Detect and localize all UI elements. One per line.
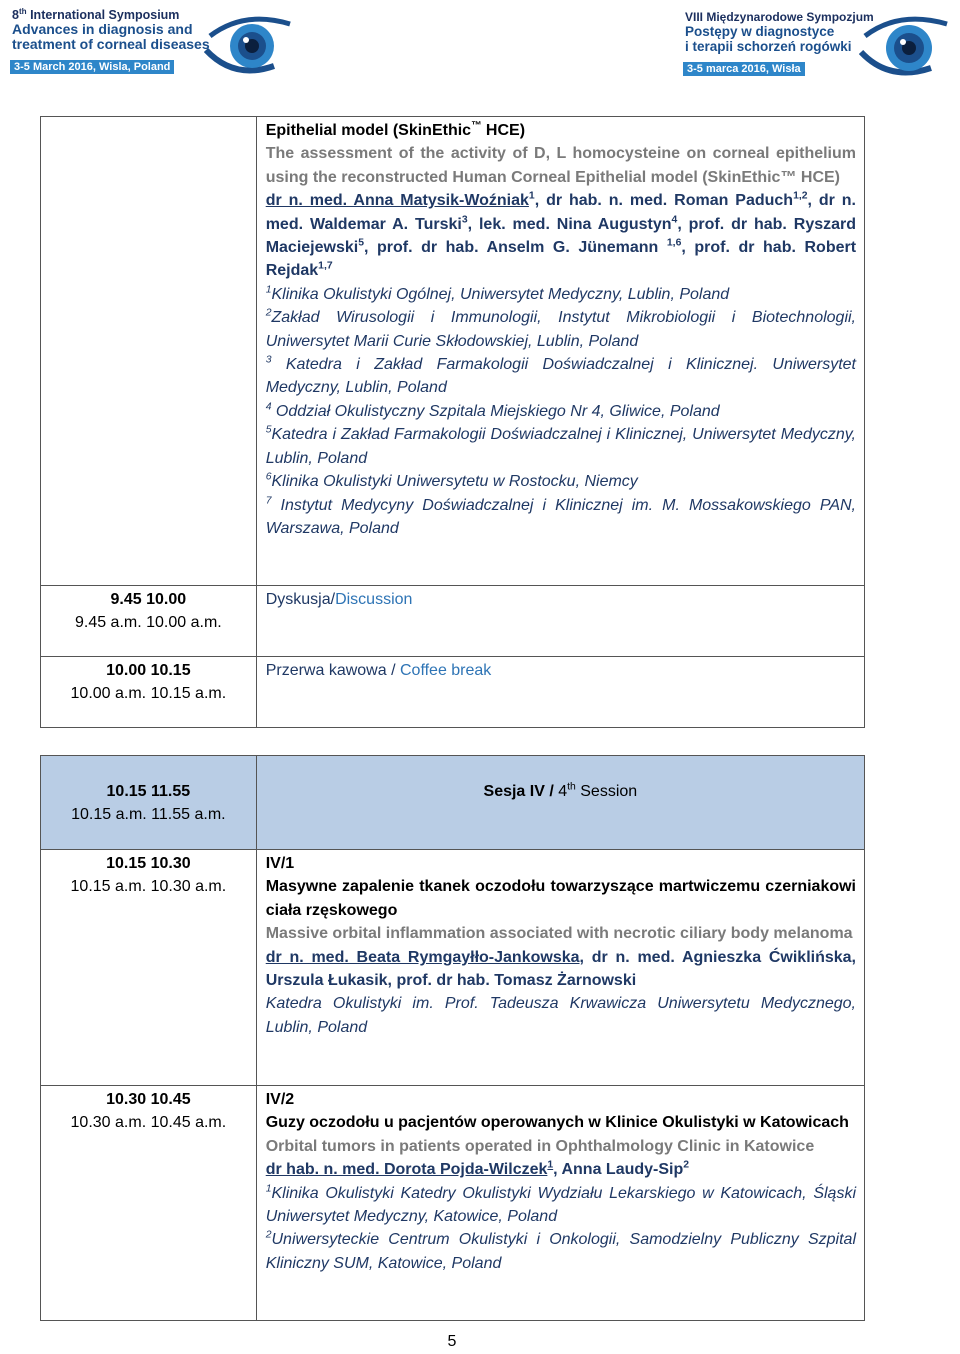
discussion-label-en: Discussion — [335, 591, 413, 608]
affiliation: $^4$ Oddział Okulistyczny Szpitala Miejskiego Nr 4, Gliwice, Poland — [265, 401, 720, 420]
time-pl: 10.15 11.55 — [106, 783, 191, 800]
time-cell — [41, 657, 257, 728]
session-time-cell — [41, 756, 257, 850]
affiliation: $^5$Katedra i Zakład Farmakologii Doświadczalnej i Klinicznej, Uniwersytet Medyczny, Lublin, Poland — [265, 424, 856, 467]
table-row — [41, 117, 865, 586]
time-cell — [41, 850, 257, 1086]
session-title-en: Session — [575, 783, 638, 800]
coffee-break-label-pl: Przerwa kawowa — [265, 662, 387, 679]
symposium-title-line1: Advances in diagnosis and — [12, 21, 193, 37]
time-cell — [41, 1086, 257, 1321]
eye-logo-icon — [859, 6, 953, 84]
discussion-label-pl: Dyskusja/ — [265, 591, 336, 608]
session-row — [41, 756, 865, 850]
affiliation: $^2$Uniwersyteckie Centrum Okulistyki i Onkologii, Samodzielny Publiczny Szpital Kliniczny SUM, Katowice, Poland — [265, 1230, 856, 1272]
time-en: 10.30 a.m. 10.45 a.m. — [70, 1114, 227, 1132]
author: dr n. med. Waldemar A. Turski — [265, 192, 856, 233]
table-row — [41, 1086, 865, 1321]
talk-title-en: Orbital tumors in patients operated in Ophthalmology Clinic in Katowice — [265, 1137, 815, 1155]
header-left-logo — [8, 6, 298, 82]
author: prof. dr hab. Robert Rejdak — [265, 239, 857, 280]
time-pl: 10.30 10.45 — [106, 1091, 191, 1108]
session-title-pl: Sesja IV / — [483, 783, 559, 800]
coffee-break-cell: Przerwa kawowa / Coffee break — [256, 657, 864, 728]
talk-cell — [256, 850, 864, 1086]
header-right-logo — [683, 6, 955, 82]
time-en: 10.15 a.m. 11.55 a.m. — [71, 806, 226, 824]
table-row — [41, 850, 865, 1086]
time-cell — [41, 117, 257, 586]
discussion-cell — [256, 586, 864, 657]
talk-code: IV/1 — [265, 855, 295, 872]
affiliation: $^3$ Katedra i Zakład Farmakologii Doświadczalnej i Klinicznej. Uniwersytet Medyczny, Lublin, Poland — [265, 354, 856, 397]
talk-cell — [256, 1086, 864, 1321]
talk-title-en: Massive orbital inflammation associated with necrotic ciliary body melanoma — [265, 925, 853, 943]
page-number: 5 — [447, 1333, 457, 1350]
talk-cell — [256, 117, 864, 586]
talk-code: IV/2 — [265, 1091, 295, 1108]
affiliation: $^7$ Instytut Medycyny Doświadczalnej i Klinicznej im. M. Mossakowskiego PAN, Warszawa, Poland — [265, 495, 856, 537]
symposium-edition: 8th International Symposium — [12, 6, 180, 22]
affiliation: Katedra Okulistyki im. Prof. Tadeusza Krwawicza Uniwersytetu Medycznego, Lublin, Poland — [265, 995, 856, 1036]
program-table-2 — [40, 755, 865, 1321]
time-cell — [41, 586, 257, 657]
time-en: 10.15 a.m. 10.30 a.m. — [70, 878, 227, 896]
author-list: dr hab. n. med. Dorota Pojda-Wilczek$^1$, Anna Laudy-Sip$^2$ — [265, 1159, 690, 1179]
time-en: 9.45 a.m. 10.00 a.m. — [74, 614, 222, 632]
sympozjum-title-line2: i terapii schorzeń rogówki — [685, 39, 852, 54]
talk-title-pl: Guzy oczodołu u pacjentów operowanych w Klinice Okulistyki w Katowicach — [265, 1114, 849, 1132]
symposium-title-line2: treatment of corneal diseases — [12, 36, 210, 52]
time-pl: 9.45 10.00 — [110, 591, 187, 608]
author-list: dr n. med. Anna Matysik-Woźniak$^1$, dr hab. n. med. Roman Paduch$^{1,2}$, dr n. med. Waldemar A. Turski$^3$, lek. med. Nina Augustyn$^4$, prof. dr hab. Ryszard Maciejewski$^5$, prof. dr hab. Anselm G. Jünemann $^{1,6}$, prof. dr hab. Robert Rejdak$^{1,7}$ — [265, 190, 857, 280]
session-title-cell: Sesja IV / 4th Session — [256, 756, 864, 850]
presenting-author: dr n. med. Anna Matysik-Woźniak — [265, 192, 529, 210]
author: prof. dr hab. Anselm G. Jünemann — [377, 239, 667, 257]
table-row — [41, 657, 865, 728]
presenting-author: dr hab. n. med. Dorota Pojda-Wilczek — [265, 1161, 548, 1179]
abstract-title: The assessment of the activity of D, L homocysteine on corneal epithelium using the reconstructed Human Corneal Epithelial model (SkinEthic™ HCE) — [265, 145, 856, 186]
affiliation: $^6$Klinika Okulistyki Uniwersytetu w Rostocku, Niemcy — [265, 471, 638, 491]
talk-heading: Epithelial model (SkinEthic™ HCE) — [265, 120, 526, 139]
author: lek. med. Nina Augustyn — [478, 215, 672, 233]
affiliation: $^2$Zakład Wirusologii i Immunologii, Instytut Mikrobiologii i Biotechnologii, Uniwersytet Marii Curie Skłodowskiej, Lublin, Poland — [265, 307, 856, 350]
eye-logo-icon — [204, 6, 296, 82]
symposium-date: 3-5 March 2016, Wisla, Poland — [10, 60, 174, 74]
talk-title-pl: Masywne zapalenie tkanek oczodołu towarzyszące martwiczemu czerniakowi ciała rzęskowego — [265, 878, 856, 919]
affiliation: $^1$Klinika Okulistyki Ogólnej, Uniwersytet Medyczny, Lublin, Poland — [265, 284, 730, 303]
affiliation: $^1$Klinika Okulistyki Katedry Okulistyki Wydziału Lekarskiego w Katowicach, Śląski Uniwersytet Medyczny, Katowice, Poland — [265, 1183, 856, 1226]
sympozjum-date: 3-5 marca 2016, Wisła — [683, 62, 805, 76]
time-en: 10.00 a.m. 10.15 a.m. — [70, 685, 227, 703]
time-pl: 10.00 10.15 — [106, 662, 191, 679]
sympozjum-title-line1: Postępy w diagnostyce — [685, 24, 835, 39]
author: dr hab. n. med. Roman Paduch — [546, 192, 794, 210]
author-list: dr n. med. Beata Rymgayłło-Jankowska, dr n. med. Agnieszka Ćwiklińska, Urszula Łukasik, prof. dr hab. Tomasz Żarnowski — [265, 948, 856, 990]
presenting-author: dr n. med. Beata Rymgayłło-Jankowska — [265, 948, 580, 966]
sympozjum-edition: VIII Międzynarodowe Sympozjum — [685, 10, 874, 24]
time-pl: 10.15 10.30 — [106, 855, 191, 872]
table-row — [41, 586, 865, 657]
coffee-break-label-en: Coffee break — [399, 662, 492, 679]
author: prof. dr hab. Ryszard Maciejewski — [265, 215, 857, 257]
program-table-1 — [40, 116, 865, 728]
